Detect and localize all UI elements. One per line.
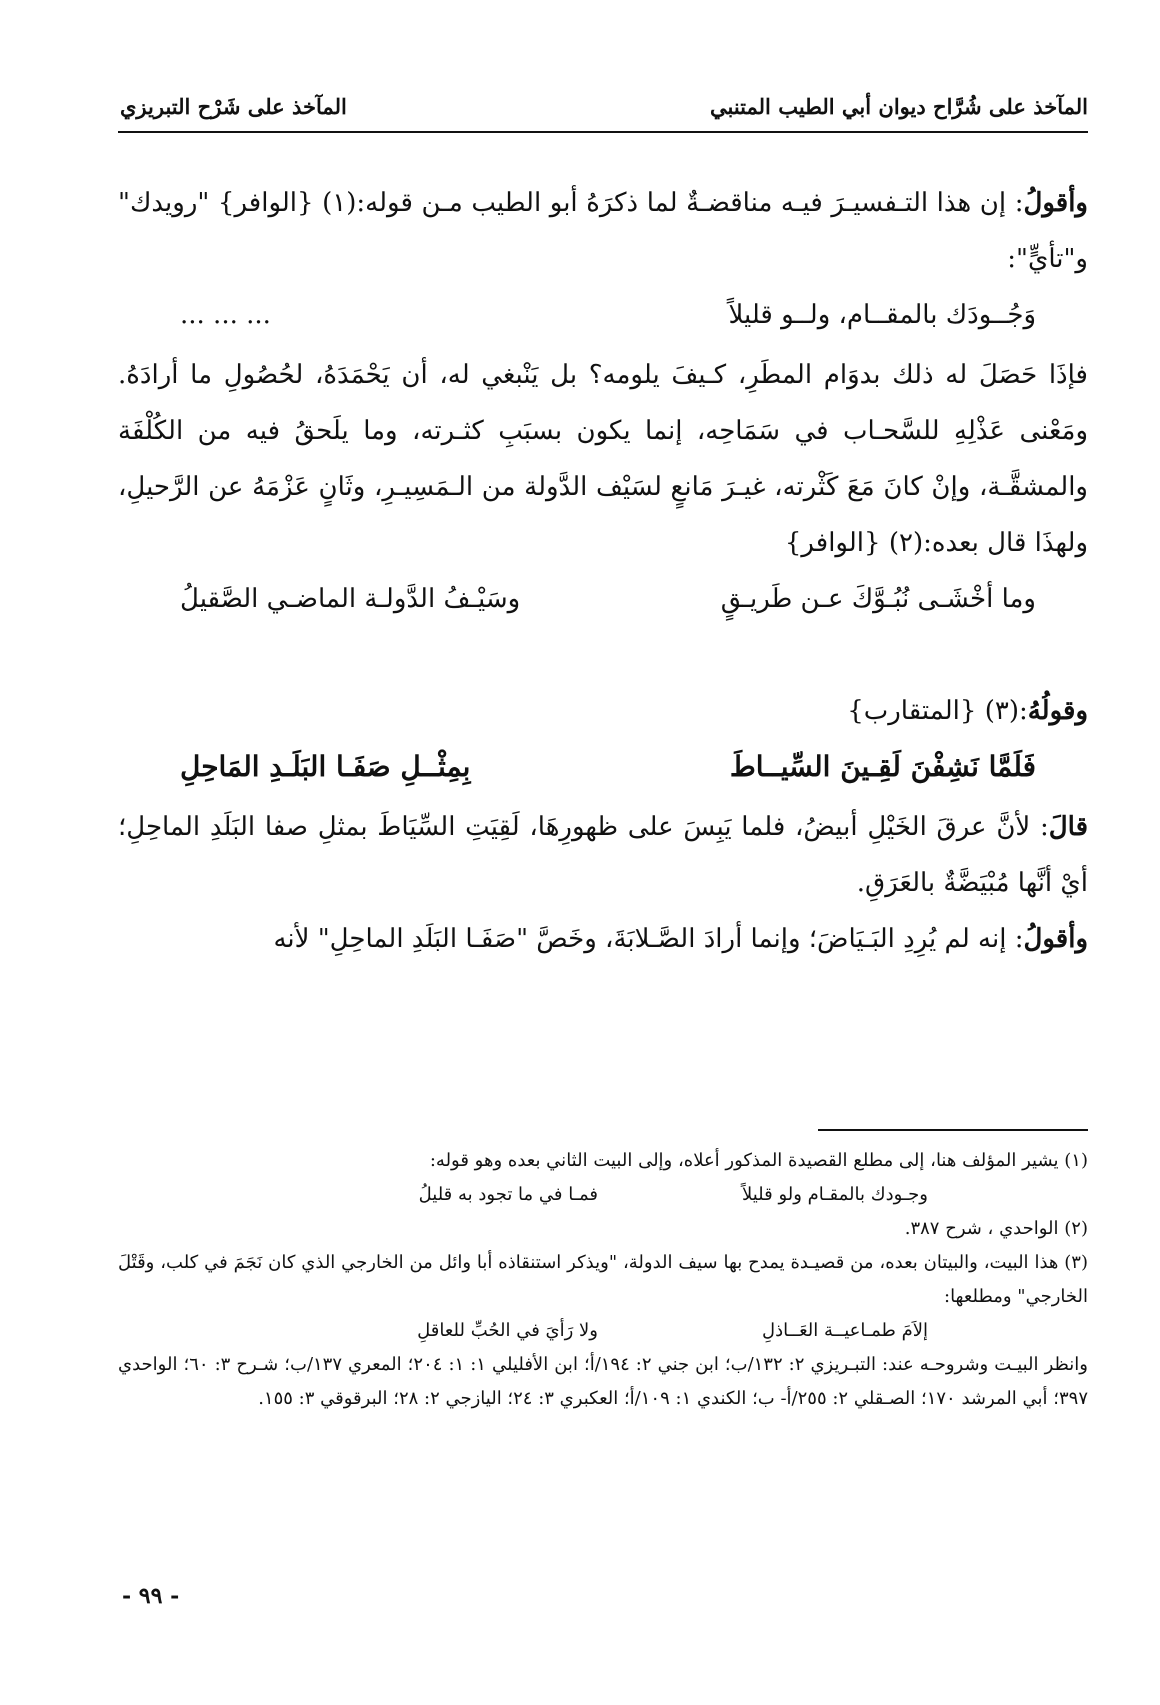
- paragraph-5-text: : إنه لم يُرِدِ البَـيَاضَ؛ وإنما أرادَ الصَّـلابَةَ، وخَصَّ "صَفَـا البَلَدِ الماحِلِ" لأنه: [273, 924, 1024, 954]
- verse-1: [118, 287, 1088, 347]
- verse-2-second-hemistich: وسَيْـفُ الدَّولـة الماضـي الصَّقيلُ: [180, 584, 521, 614]
- paragraph-3: [118, 683, 1088, 739]
- verse-1-first-hemistich: وَجُــودَك بالمقــام، ولــو قليلاً: [728, 300, 1036, 330]
- footnote-3-references: وانظر البيـت وشروحـه عند: التبـريزي ٢: ١٣٢/ب؛ ابن جني ٢: ١٩٤/أ؛ ابن الأفليلي ١: ١: ٢٠٤؛ المعري ١٣٧/ب؛ شـرح ٣: ٦٠؛ الواحدي ٣٩٧؛ أبي المرشد ١٧٠؛ الصـقلي ٢: ٢٥٥/أ- ب؛ الكندي ١: ١٠٩/أ؛ العكبري ٣: ٢٤؛ اليازجي ٢: ٢٨؛ البرقوقي ٣: ١٥٥.: [118, 1354, 1088, 1409]
- paragraph-2: فإذَا حَصَلَ له ذلك بدوَام المطَرِ، كـيفَ يلومه؟ بل يَنْبغي له، أن يَحْمَدَهُ، لحُصُولِ ما أرادَهُ. ومَعْنى عَذْلِهِ للسَّحـاب في سَمَاحِه، إنما يكون بسبَبِ كثـرته، وما يلَحقُ فيه من الكُلْفَة والمشقَّـة، وإنْ كانَ مَعَ كَثْرته، غيـرَ مَانعٍ لسَيْف الدَّولة من الـمَسِيـرِ، وثَانٍ عَزْمَهُ عن الرَّحيلِ، ولهذَا قال بعده:(٢) {الوافر}: [118, 360, 1088, 558]
- keyword-qala: قالَ: [1048, 812, 1088, 842]
- paragraph-4: [118, 799, 1088, 911]
- verse-2-first-hemistich: وما أخْشَـى نُبُـوَّكَ عـن طَريـقٍ: [720, 584, 1036, 614]
- footnotes: [118, 1144, 1088, 1416]
- keyword-aqulu: وأقولُ: [1023, 188, 1088, 218]
- footnote-3: (٣) هذا البيت، والبيتان بعده، من قصيـدة يمدح بها سيف الدولة، "ويذكر استنقاذه أبا وائل من الخارجي الذي كان نَجَمَ في كلب، وقَتْلَ الخارجي" ومطلعها:: [118, 1252, 1088, 1307]
- running-header-right: المآخذ على شُرَّاح ديوان أبي الطيب المتنبي: [710, 94, 1088, 119]
- footnote-1-verse: [118, 1178, 1088, 1212]
- footnote-3-verse: [118, 1314, 1088, 1348]
- section-gap: [118, 631, 1088, 683]
- footnote-1-verse-first: وجـودك بالمقـام ولو قليلاً: [741, 1184, 928, 1205]
- footnote-3-verse-first: إلاَمَ طمـاعيــة العَــاذلِ: [761, 1320, 928, 1341]
- paragraph-5: [118, 911, 1088, 967]
- paragraph-1-text: : إن هذا التـفسيـرَ فيـه مناقضـةٌ لما ذكرَهُ أبو الطيب مـن قوله:(١) {الوافر} "رويدك" و"تأيٍّ":: [118, 188, 1088, 274]
- paragraph-4-text: : لأنَّ عرقَ الخَيْلِ أبيضُ، فلما يَبِسَ على ظهورِهَا، لَقِيَتِ السِّيَاطَ بمثلِ صفا البَلَدِ الماحِلِ؛ أيْ أنَّها مُبْيَضَّةٌ بالعَرَقِ.: [118, 812, 1088, 898]
- page-number: - ٩٩ -: [122, 1583, 180, 1609]
- main-text: [118, 175, 1088, 967]
- footnote-1-verse-second: فمـا في ما تجود به قليلُ: [418, 1184, 598, 1205]
- paragraph-3-text: :(٣) {المتقارب}: [847, 696, 1028, 726]
- verse-2: [118, 571, 1088, 631]
- keyword-qawluhu: وقولُهُ: [1027, 696, 1088, 726]
- verse-3-second-hemistich: بِمِثْــلِ صَفَـا البَلَـدِ المَاحِلِ: [180, 750, 471, 783]
- footnote-2: (٢) الواحدي ، شرح ٣٨٧.: [904, 1218, 1088, 1239]
- keyword-aqulu-2: وأقولُ: [1023, 924, 1088, 954]
- footnote-rule: [818, 1129, 1088, 1131]
- header-rule: [118, 131, 1088, 133]
- footnote-3-verse-second: ولا رَأيَ في الحُبِّ للعاقلِ: [417, 1320, 598, 1341]
- verse-1-second-hemistich: ... ... ...: [180, 300, 271, 330]
- footnote-1: (١) يشير المؤلف هنا، إلى مطلع القصيدة المذكور أعلاه، وإلى البيت الثاني بعده وهو قوله:: [429, 1150, 1088, 1171]
- running-header-left: المآخذ على شَرْح التبريزي: [120, 94, 347, 119]
- verse-3: [118, 739, 1088, 799]
- paragraph-1: [118, 175, 1088, 287]
- verse-3-first-hemistich: فَلَمَّا نَشِفْنَ لَقِـينَ السِّيــاطَ: [729, 750, 1036, 783]
